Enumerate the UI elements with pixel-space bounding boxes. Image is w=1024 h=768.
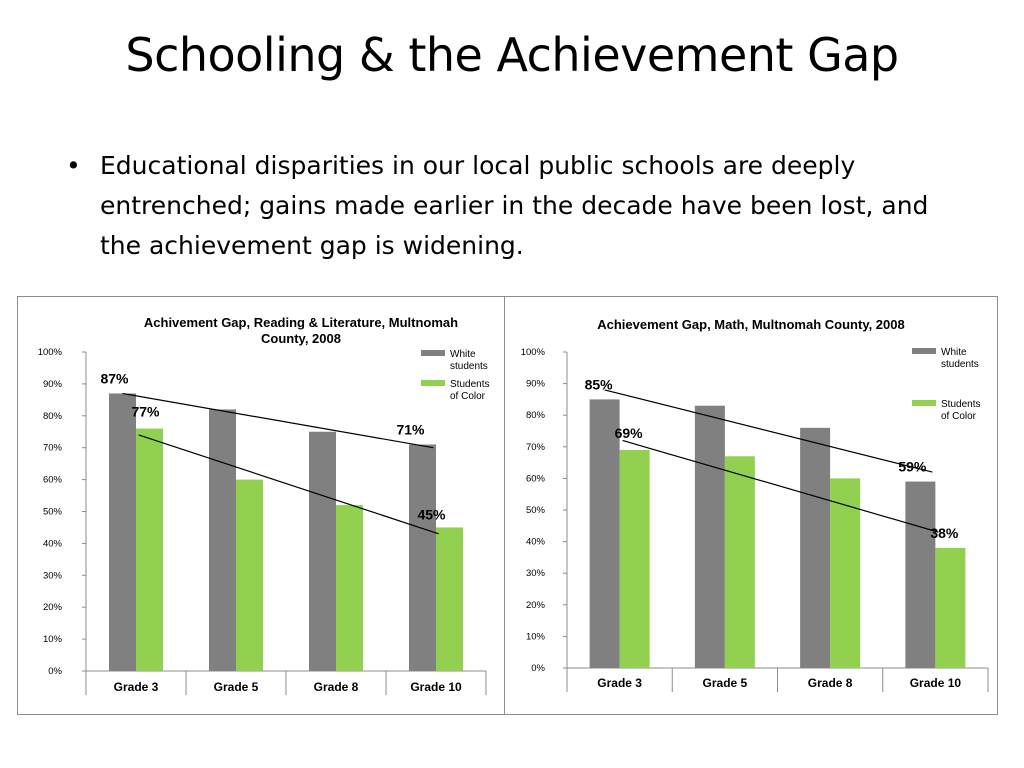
bullet-dot: • [66,151,81,180]
x-category-label: Grade 10 [410,680,462,694]
y-tick-label: 20% [525,599,545,611]
bar-students-of-color [236,480,263,671]
x-category-label: Grade 5 [702,676,748,690]
x-category-label: Grade 3 [597,676,642,690]
trend-line [139,435,439,534]
y-tick-label: 100% [520,347,545,358]
y-tick-label: 70% [525,441,545,453]
bullet-item [62,146,962,266]
y-tick-label: 40% [42,538,62,550]
y-tick-label: 80% [42,410,62,422]
chart-title: County, 2008 [261,331,341,346]
y-tick-label: 60% [525,473,545,485]
bar-students-of-color [436,527,463,671]
math-chart [505,297,999,714]
legend-swatch [421,380,445,386]
trend-line [123,393,434,447]
legend-label: of Color [450,391,486,402]
y-tick-label: 0% [48,666,62,677]
charts-frame [17,296,998,715]
reading-chart [18,297,504,714]
bar-students-of-color [830,478,860,668]
data-label: 38% [930,524,959,541]
y-tick-label: 30% [525,568,545,580]
chart-title: Achievement Gap, Math, Multnomah County, 2008 [597,317,905,332]
y-tick-label: 20% [42,602,62,614]
slide-title: Schooling & the Achievement Gap [125,28,899,82]
legend-label: Students [450,379,490,390]
y-tick-label: 90% [525,378,545,390]
trend-line [605,390,933,472]
bar-students-of-color [935,548,965,668]
y-tick-label: 70% [42,442,62,454]
y-tick-label: 40% [525,536,545,548]
y-tick-label: 80% [525,410,545,422]
data-label: 85% [584,376,613,393]
legend-label: students [450,361,488,372]
x-category-label: Grade 3 [113,680,159,694]
bar-white-students [209,409,236,671]
y-tick-label: 100% [37,347,62,358]
y-tick-label: 30% [42,570,62,582]
bullet-list [62,146,962,266]
y-tick-label: 50% [42,506,62,518]
legend-label: of Color [941,411,977,422]
data-label: 87% [100,370,129,387]
y-tick-label: 90% [42,378,62,390]
x-category-label: Grade 5 [213,680,259,694]
y-tick-label: 10% [42,634,62,646]
chart-title: Achivement Gap, Reading & Literature, Multnomah [143,315,459,330]
bullet-text: Educational disparities in our local public schools are deeply entrenched; gains made earlier in the decade have been lost, and the achievement gap is widening. [100,151,929,260]
y-tick-label: 60% [42,474,62,486]
data-label: 45% [417,506,446,523]
data-label: 69% [614,424,643,441]
bar-white-students [409,445,436,671]
bar-white-students [905,482,935,668]
x-category-label: Grade 8 [313,680,359,694]
data-label: 71% [396,421,425,438]
legend-label: White [941,347,967,358]
bar-white-students [309,432,336,671]
legend-label: Students [941,399,981,410]
y-tick-label: 50% [525,505,545,516]
x-category-label: Grade 8 [807,676,853,690]
bar-white-students [109,393,136,671]
data-label: 77% [131,403,160,420]
bar-white-students [695,406,725,668]
y-tick-label: 10% [525,631,545,643]
bar-students-of-color [136,429,163,671]
trend-line [623,440,939,532]
bar-students-of-color [336,505,363,671]
x-category-label: Grade 10 [909,676,962,690]
bar-white-students [800,428,830,668]
legend-swatch [912,348,936,354]
legend-label: White [450,349,476,360]
bar-students-of-color [725,456,755,668]
bar-students-of-color [620,450,650,668]
data-label: 59% [898,458,927,475]
legend-swatch [421,350,445,356]
legend-label: students [941,359,979,370]
y-tick-label: 0% [531,663,545,674]
legend-swatch [912,400,936,406]
